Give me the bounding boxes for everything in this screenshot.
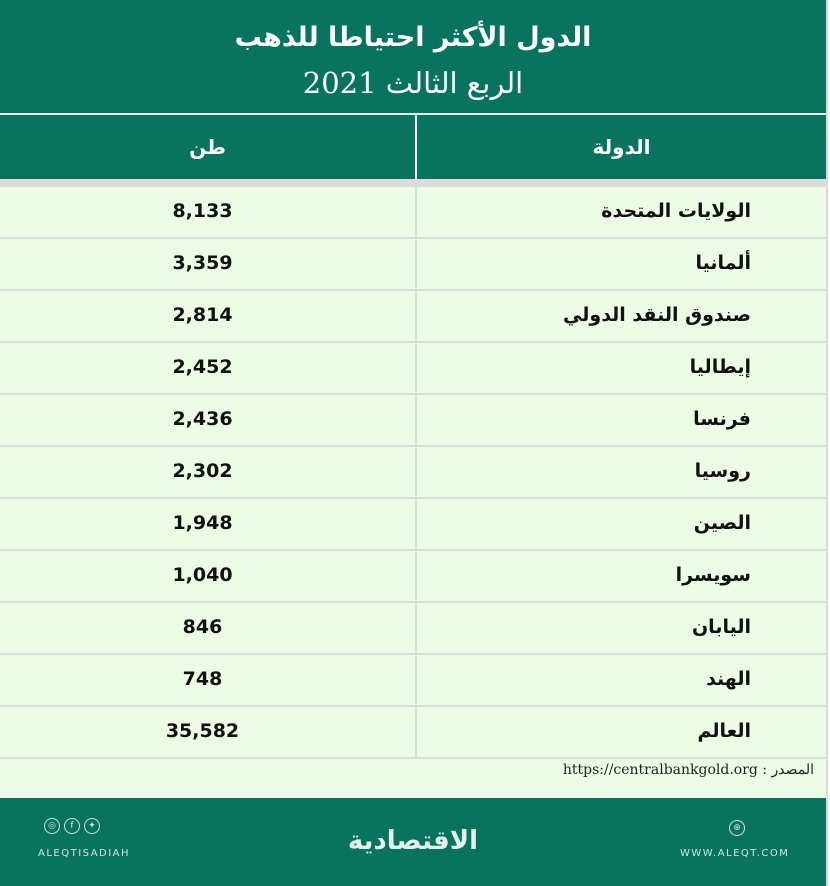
table-row bbox=[0, 603, 826, 655]
column-divider bbox=[415, 603, 417, 653]
header-tons: طن bbox=[189, 135, 226, 159]
column-divider bbox=[415, 395, 417, 445]
country-cell: إيطاليا bbox=[689, 356, 751, 378]
globe-icon: ⊕ bbox=[729, 820, 745, 836]
table-row bbox=[0, 291, 826, 343]
country-cell: الولايات المتحدة bbox=[601, 200, 751, 222]
website-link[interactable]: WWW.ALEQT.COM bbox=[680, 848, 790, 859]
country-cell: اليابان bbox=[691, 616, 751, 638]
tons-cell: 3,359 bbox=[172, 252, 233, 274]
table-row bbox=[0, 343, 826, 395]
country-cell: الصين bbox=[693, 512, 751, 534]
country-cell: فرنسا bbox=[693, 408, 751, 430]
country-cell: صندوق النقد الدولي bbox=[563, 304, 751, 326]
tons-cell: 748 bbox=[182, 668, 223, 690]
footer bbox=[0, 798, 826, 886]
table-row bbox=[0, 655, 826, 707]
column-divider bbox=[415, 187, 417, 237]
facebook-icon[interactable]: f bbox=[64, 818, 80, 834]
tons-cell: 1,948 bbox=[172, 512, 233, 534]
page-subtitle: الربع الثالث 2021 bbox=[302, 66, 524, 100]
tons-cell: 35,582 bbox=[165, 720, 240, 742]
table-row bbox=[0, 499, 826, 551]
instagram-icon[interactable]: ◎ bbox=[44, 818, 60, 834]
source-note: المصدر : https://centralbankgold.org bbox=[562, 762, 814, 778]
column-divider bbox=[415, 239, 417, 289]
country-cell: سويسرا bbox=[675, 564, 751, 586]
tons-cell: 2,436 bbox=[172, 408, 233, 430]
table-row-total bbox=[0, 707, 826, 759]
page-title: الدول الأكثر احتياطا للذهب bbox=[234, 22, 592, 53]
country-cell: روسيا bbox=[694, 460, 751, 482]
column-divider bbox=[415, 115, 417, 179]
tons-cell: 2,302 bbox=[172, 460, 233, 482]
table-row bbox=[0, 447, 826, 499]
table-body bbox=[0, 187, 826, 759]
column-divider bbox=[415, 707, 417, 757]
column-divider bbox=[415, 447, 417, 497]
column-divider bbox=[415, 291, 417, 341]
tons-cell: 2,814 bbox=[172, 304, 233, 326]
country-cell: ألمانيا bbox=[695, 252, 751, 274]
country-cell: العالم bbox=[697, 720, 751, 742]
table-row bbox=[0, 395, 826, 447]
column-divider bbox=[415, 655, 417, 705]
table-row bbox=[0, 239, 826, 291]
tons-cell: 1,040 bbox=[172, 564, 233, 586]
title-bar bbox=[0, 0, 826, 113]
social-handle[interactable]: ALEQTISADIAH bbox=[38, 848, 131, 859]
tons-cell: 2,452 bbox=[172, 356, 233, 378]
column-divider bbox=[415, 551, 417, 601]
header-separator bbox=[0, 179, 826, 187]
table-header bbox=[0, 115, 826, 179]
twitter-icon[interactable]: ✦ bbox=[84, 818, 100, 834]
header-country: الدولة bbox=[592, 135, 651, 159]
table-row bbox=[0, 551, 826, 603]
tons-cell: 8,133 bbox=[172, 200, 233, 222]
country-cell: الهند bbox=[706, 668, 751, 690]
column-divider bbox=[415, 499, 417, 549]
column-divider bbox=[415, 343, 417, 393]
brand-logo: الاقتصادية bbox=[347, 826, 479, 856]
tons-cell: 846 bbox=[182, 616, 223, 638]
table-row bbox=[0, 187, 826, 239]
